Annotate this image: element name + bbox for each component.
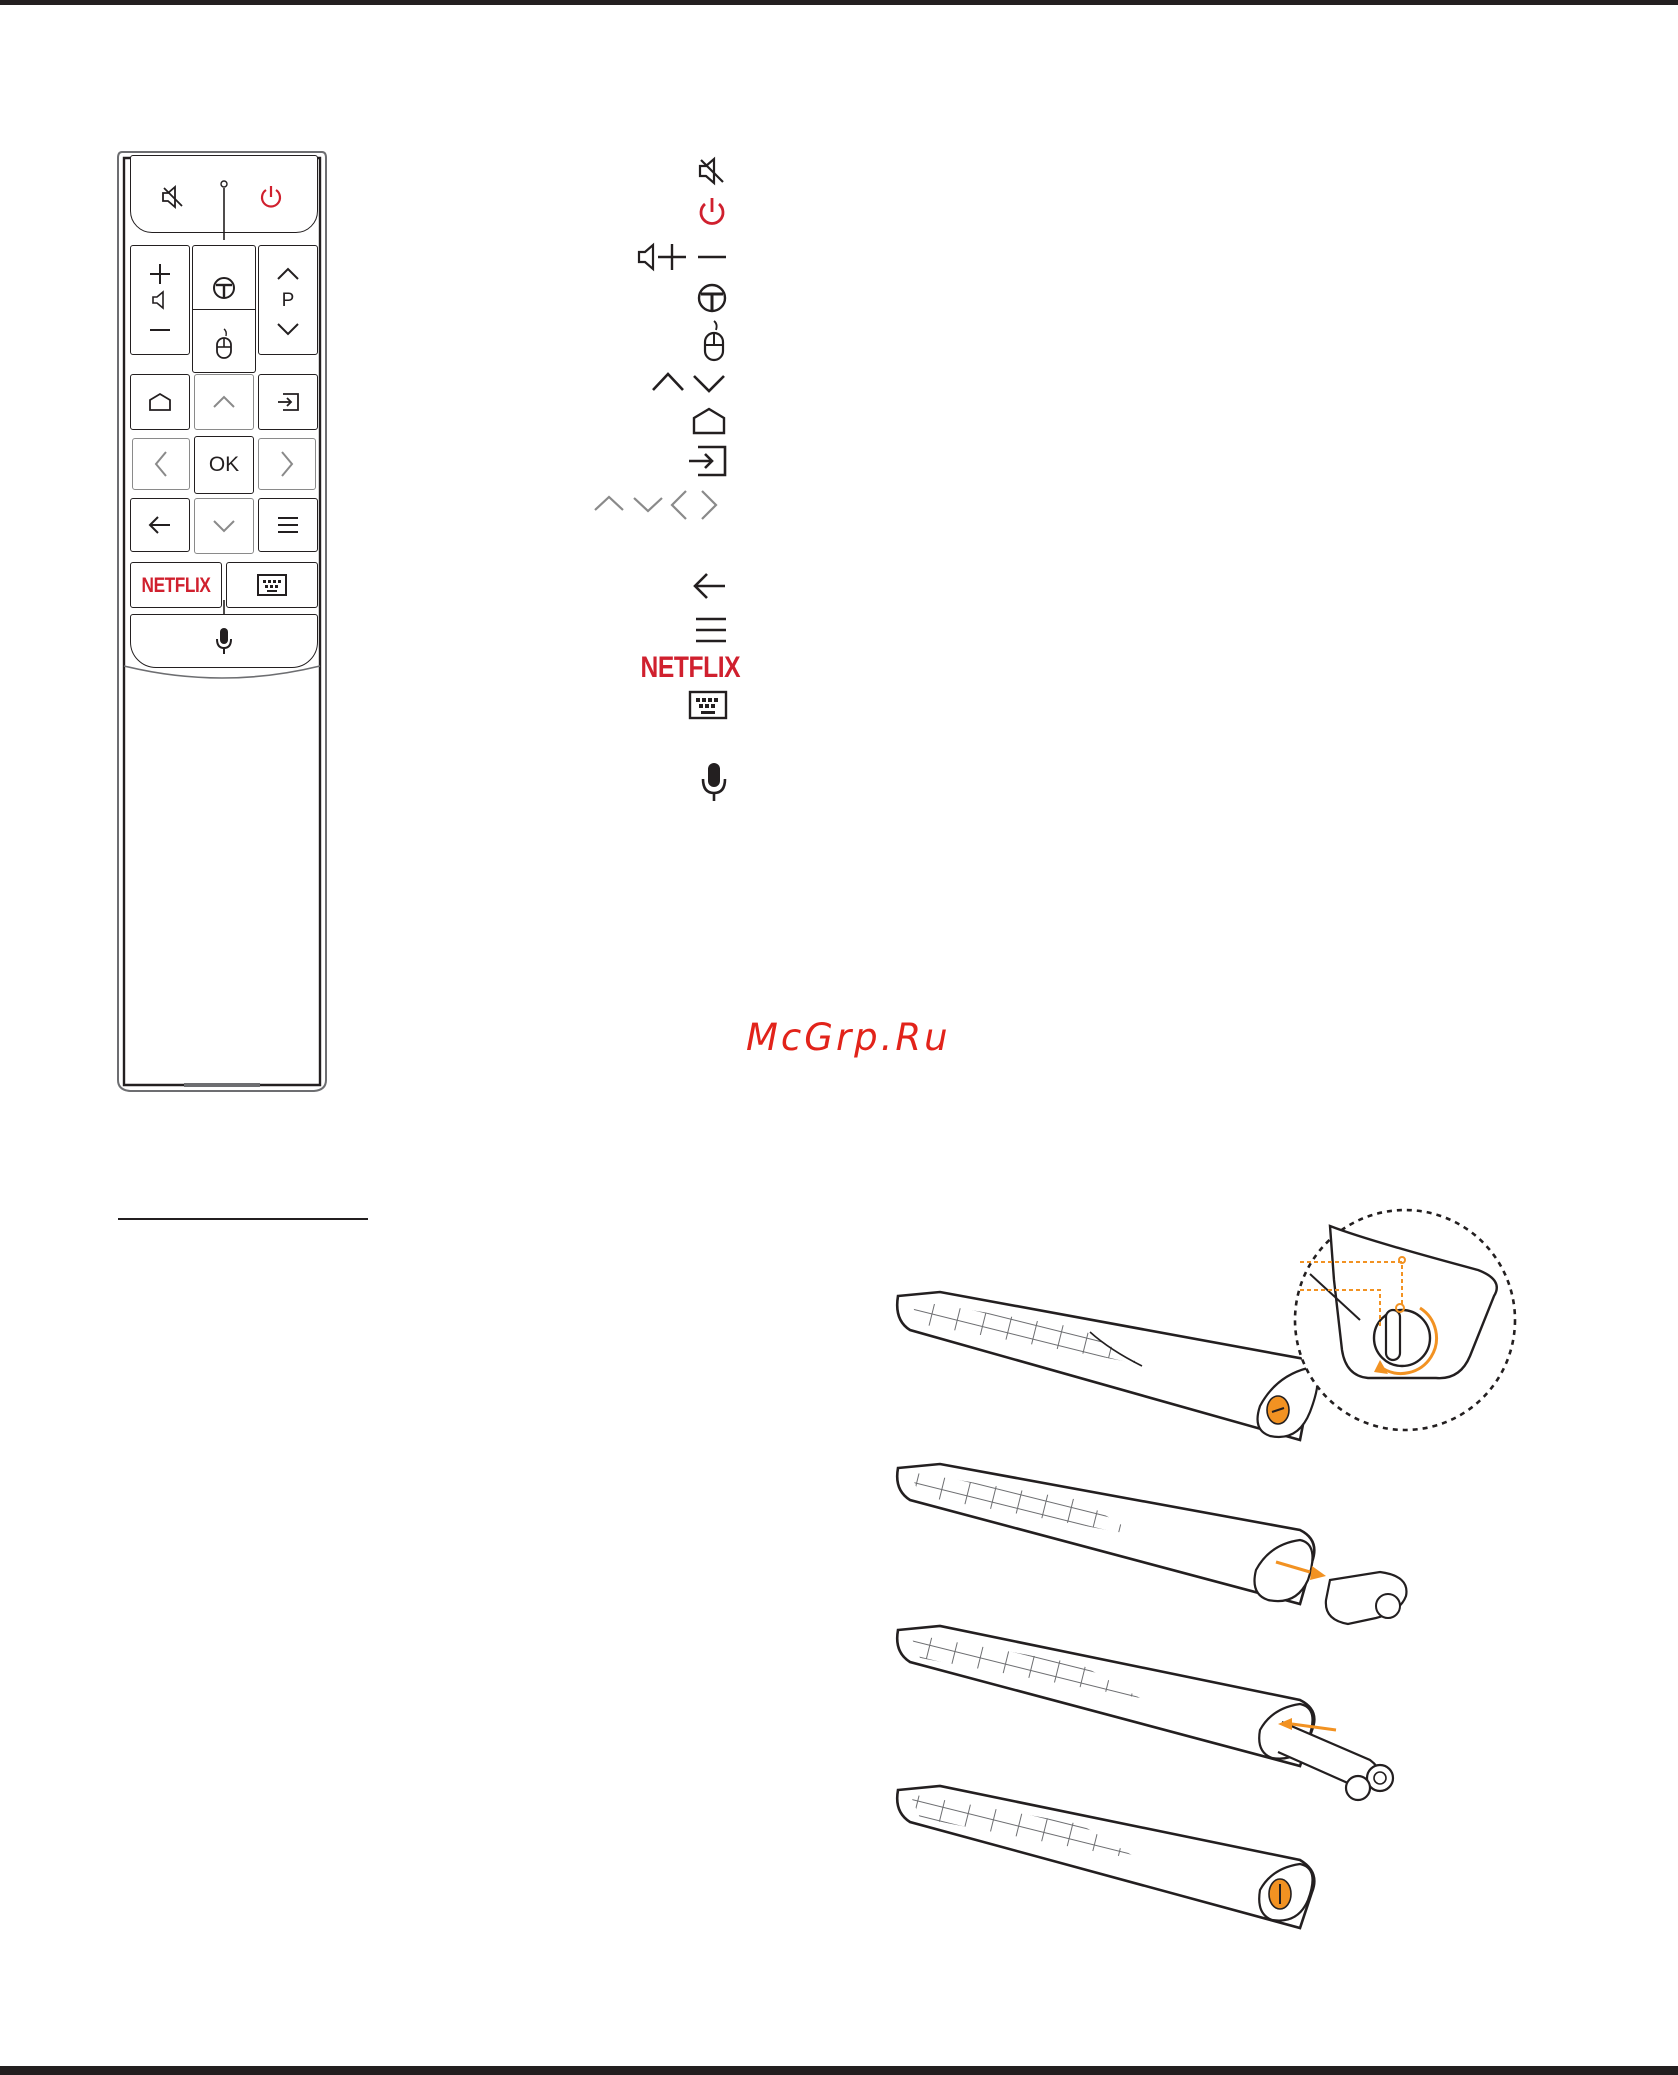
keyboard-icon — [688, 690, 728, 720]
netflix-button[interactable] — [130, 562, 222, 608]
volume-plus-minus-icon — [636, 242, 728, 274]
home-icon — [690, 406, 728, 436]
power-icon — [696, 196, 728, 230]
zoom-detail — [1295, 1210, 1515, 1430]
chevron-right-icon — [279, 450, 295, 478]
step-1-remote — [897, 1292, 1317, 1440]
input-source-icon — [275, 391, 301, 413]
back-arrow-icon — [147, 514, 173, 536]
program-label: P — [281, 290, 295, 311]
watermark: McGrp.Ru — [746, 1016, 951, 1059]
section-heading-rule — [118, 1218, 368, 1220]
mute-button[interactable] — [160, 184, 186, 210]
nav-up-button[interactable] — [194, 374, 254, 430]
nav-right-button[interactable] — [258, 438, 316, 490]
home-icon — [147, 391, 173, 413]
indicator-led — [219, 180, 229, 240]
menu-button[interactable] — [258, 498, 318, 552]
teletext-icon — [696, 282, 728, 314]
microphone-icon — [215, 627, 233, 655]
home-button[interactable] — [130, 374, 190, 430]
back-button[interactable] — [130, 498, 190, 552]
top-rule — [0, 0, 1678, 5]
keyboard-icon — [257, 574, 287, 596]
mute-icon — [696, 156, 728, 186]
chevron-down-icon — [276, 322, 300, 336]
chevron-up-icon — [276, 267, 300, 281]
netflix-label: NETFLIX — [141, 574, 211, 597]
source-button[interactable] — [258, 374, 318, 430]
keyboard-button[interactable] — [226, 562, 318, 608]
power-button[interactable] — [258, 184, 284, 210]
step-3-remote — [897, 1626, 1393, 1800]
input-source-icon — [686, 444, 728, 478]
chevron-up-icon — [211, 394, 237, 410]
microphone-icon — [700, 762, 728, 802]
speaker-icon — [150, 290, 170, 310]
step-4-remote — [897, 1786, 1314, 1928]
bottom-rule — [0, 2066, 1678, 2075]
ok-label: OK — [208, 453, 240, 476]
mouse-icon — [213, 328, 235, 360]
program-rocker[interactable] — [258, 245, 318, 355]
minus-icon — [148, 327, 172, 333]
menu-icon — [276, 515, 300, 535]
mouse-icon — [700, 320, 728, 362]
volume-rocker[interactable] — [130, 245, 190, 355]
menu-icon — [694, 616, 728, 644]
back-arrow-icon — [692, 570, 728, 602]
mouse-mode-button[interactable] — [192, 309, 256, 373]
program-up-down-icon — [650, 370, 728, 394]
teletext-icon — [212, 276, 236, 300]
netflix-legend-label: NETFLIX — [640, 651, 741, 684]
step-2-remote — [897, 1464, 1406, 1624]
nav-left-button[interactable] — [132, 438, 190, 490]
navigation-arrows-icon — [592, 488, 728, 522]
battery-installation-illustration — [880, 1200, 1540, 1940]
plus-icon — [148, 262, 172, 286]
chevron-left-icon — [153, 450, 169, 478]
voice-button[interactable] — [130, 614, 318, 668]
teletext-button[interactable] — [192, 245, 256, 311]
chevron-down-icon — [211, 518, 237, 534]
ok-button[interactable] — [194, 436, 254, 494]
nav-down-button[interactable] — [194, 498, 254, 554]
netflix-logo — [620, 650, 741, 686]
